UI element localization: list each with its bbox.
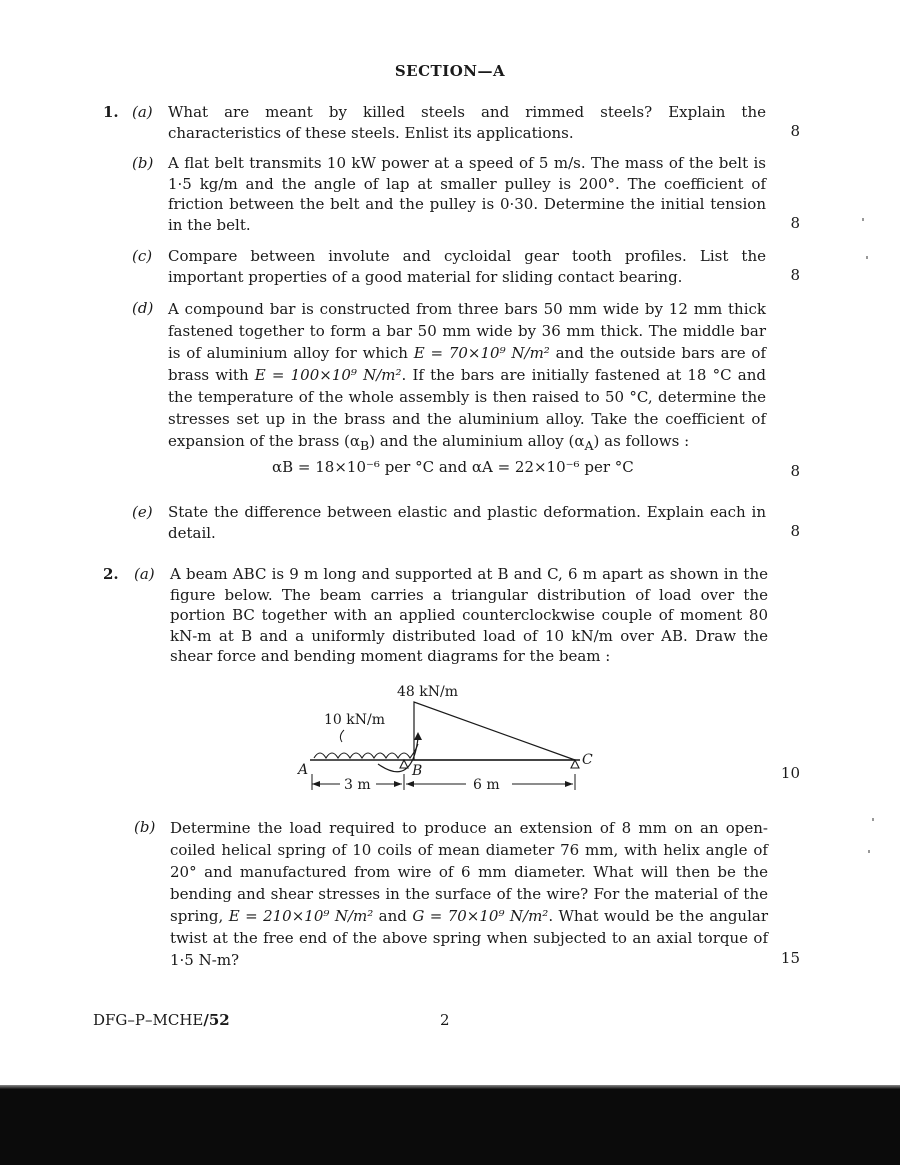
scan-dark-edge	[0, 1085, 900, 1165]
q2b-modulus-e: E = 210×10⁹ N/m²	[228, 907, 374, 925]
q2b-marks: 15	[780, 949, 800, 967]
q1e-label: (e)	[132, 503, 153, 521]
udl-wave	[314, 744, 418, 758]
couple-arrowhead	[414, 732, 422, 740]
label-b: B	[412, 763, 423, 779]
q1b-label: (b)	[132, 154, 154, 172]
footer-paper-code: DFG–P–MCHE/52	[93, 1011, 230, 1029]
question-number-2: 2.	[103, 565, 119, 583]
label-udl: 10 kN/m	[324, 712, 385, 728]
dim-arrow-a	[312, 781, 320, 787]
q1d-label: (d)	[132, 299, 154, 317]
q1d-modulus-aluminium: E = 70×10⁹ N/m²	[413, 344, 550, 362]
q1b-text: A flat belt transmits 10 kW power at a speed of 5 m/s. The mass of the belt is 1·5 kg/m and the angle of lap at smaller pulley is 200°. The coefficient of friction between the belt and the pulley is 0·30. Determine the initial tension in the belt.	[168, 154, 766, 234]
q2b-label: (b)	[134, 818, 156, 836]
footer-page-number: 2	[440, 1011, 450, 1029]
q1d-marks: 8	[790, 462, 800, 480]
q1c-text: Compare between involute and cycloidal gear tooth profiles. List the important properties of a good material for sliding contact bearing.	[168, 247, 766, 286]
q2b-modulus-g: G = 70×10⁹ N/m²	[412, 907, 549, 925]
q1e-marks: 8	[790, 522, 800, 540]
q1e-text: State the difference between elastic and plastic deformation. Explain each in detail.	[168, 503, 766, 542]
scan-speck	[868, 850, 870, 853]
beam-figure	[290, 682, 610, 802]
q1c-label: (c)	[132, 247, 153, 265]
support-c	[571, 760, 579, 768]
q1d-text: A compound bar is constructed from three bars 50 mm wide by 12 mm thick fastened together to form a bar 50 mm wide by 36 mm thick. The middle bar is of aluminium alloy for which E = 70×10⁹ N/m² and the outside bars are of brass with E = 100×10⁹ N/m². If the bars are initially fastened at 18 °C and the temperature of the whole assembly is then raised to 50 °C, determine the stresses set up in the brass and the aluminium alloy. Take the coefficient of expansion of the brass $(\alpha_B)$ and the aluminium alloy $(\alpha_A)$ as follows :	[168, 300, 767, 453]
label-a: A	[298, 762, 309, 778]
dim-arrow-b-right	[406, 781, 414, 787]
label-dim-ab: 3 m	[344, 777, 371, 793]
dim-arrow-c	[565, 781, 573, 787]
q1d-modulus-brass: E = 100×10⁹ N/m²	[254, 366, 402, 384]
scan-speck	[862, 218, 864, 221]
label-c: C	[582, 752, 593, 768]
section-title: SECTION—A	[394, 62, 506, 80]
q2b-text: Determine the load required to produce an extension of 8 mm on an open-coiled helical spring of 10 coils of mean diameter 76 mm, with helix angle of 20° and manufactured from wire of 6 mm diameter. What will then be the bending and shear stresses in the surface of the wire? For the material of the spring, E = 210×10⁹ N/m² and G = 70×10⁹ N/m². What would be the angular twist at the free end of the above spring when subjected to an axial torque of 1·5 N-m?	[170, 819, 768, 969]
q1b-marks: 8	[790, 214, 800, 232]
q2a-label: (a)	[134, 565, 155, 583]
support-b	[400, 760, 408, 768]
scan-speck	[866, 256, 868, 259]
scan-speck	[872, 818, 874, 821]
q1d-equation: αB = 18×10⁻⁶ per °C and αA = 22×10⁻⁶ per °C	[272, 458, 634, 476]
q1a-marks: 8	[790, 122, 800, 140]
udl-squiggle	[340, 730, 344, 742]
label-peak-load: 48 kN/m	[397, 684, 458, 700]
label-dim-bc: 6 m	[473, 777, 500, 793]
q1a-text: What are meant by killed steels and rimmed steels? Explain the characteristics of these steels. Enlist its applications.	[168, 103, 766, 142]
q2a-marks: 10	[780, 764, 800, 782]
question-number-1: 1.	[103, 103, 119, 121]
triangular-load	[414, 702, 575, 760]
q1a-label: (a)	[132, 103, 153, 121]
q1c-marks: 8	[790, 266, 800, 284]
q2a-text: A beam ABC is 9 m long and supported at B and C, 6 m apart as shown in the figure below. The beam carries a triangular distribution of load over the portion BC together with an applied counterclockwise couple of moment 80 kN-m at B and a uniformly distributed load of 10 kN/m over AB. Draw the shear force and bending moment diagrams for the beam :	[170, 565, 768, 665]
dim-arrow-b-left	[394, 781, 402, 787]
